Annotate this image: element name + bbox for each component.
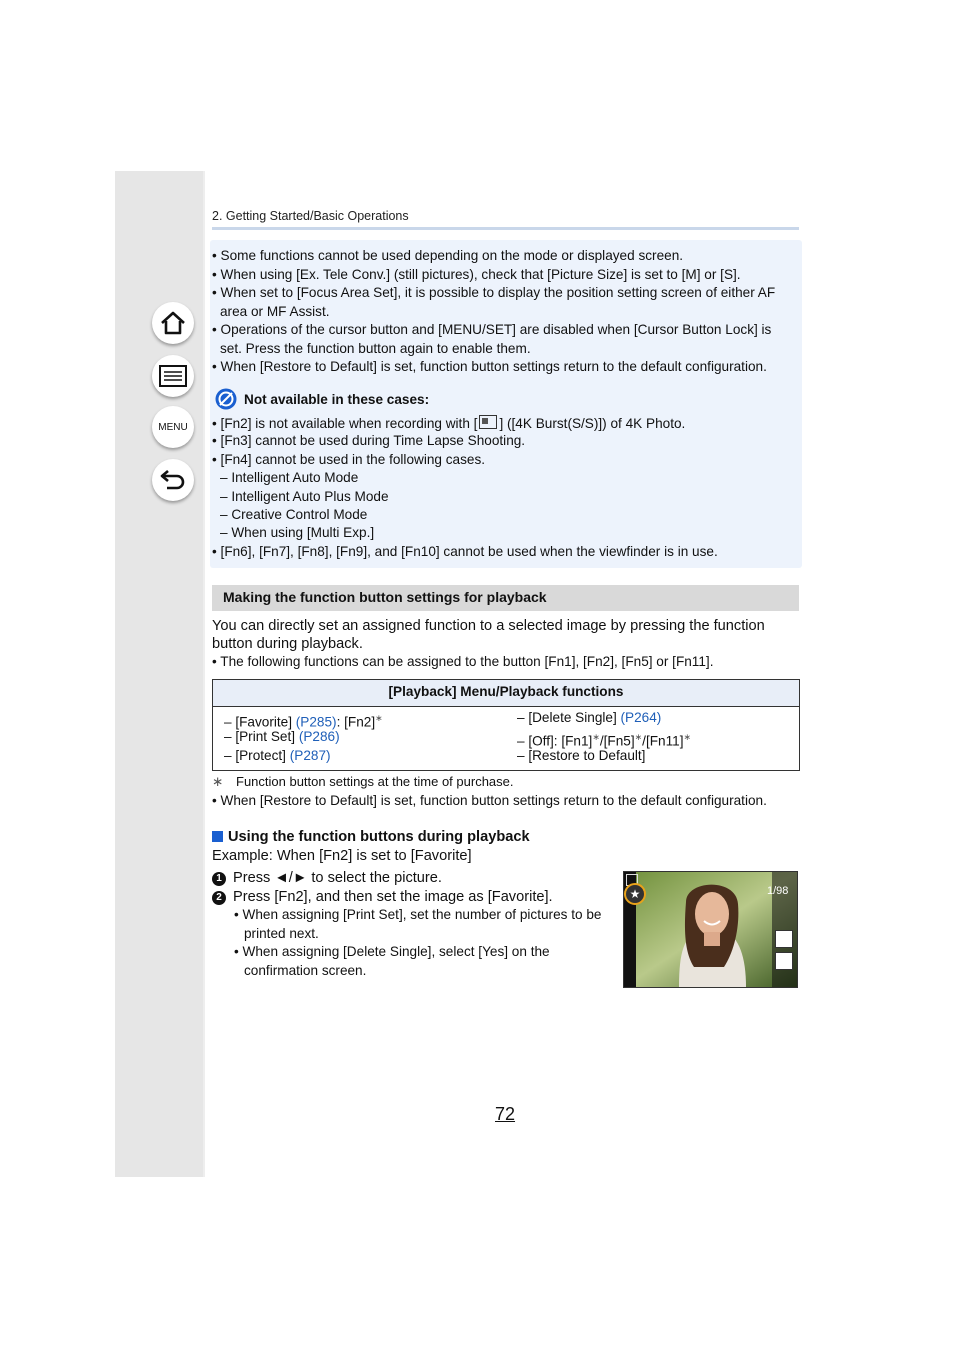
mode-item: – Intelligent Auto Mode [220, 470, 359, 485]
note-line: • [Fn6], [Fn7], [Fn8], [Fn9], and [Fn10] cannot be used when the viewfinder is in use. [212, 544, 718, 559]
table-cell: – [Restore to Default] [517, 748, 646, 763]
contents-button[interactable] [152, 355, 194, 397]
table-cell [517, 710, 661, 726]
section-marker-icon [212, 831, 223, 842]
favorite-star-icon: ★ [624, 883, 646, 905]
step-text: Press ◄/► to select the picture. [233, 870, 442, 886]
note-line: set. Press the function button again to enable them. [220, 341, 531, 356]
note-line: • When [Restore to Default] is set, function button settings return to the default configuration. [212, 793, 767, 808]
table-cell [517, 729, 691, 750]
favorite-label: – [Favorite] [224, 714, 296, 730]
mode-item: – Creative Control Mode [220, 507, 368, 522]
page-number: 72 [495, 1104, 516, 1124]
sub-note: • When assigning [Print Set], set the number of pictures to be [234, 907, 602, 922]
note-line: • The following functions can be assigned to the button [Fn1], [Fn2], [Fn5] or [Fn11]. [212, 654, 714, 669]
sub-note: confirmation screen. [244, 963, 367, 978]
intro-text: You can directly set an assigned function to a selected image by pressing the function [212, 618, 765, 634]
sidebar-divider [203, 171, 205, 1177]
example-text: Example: When [Fn2] is set to [Favorite] [212, 848, 472, 864]
sub-note: • When assigning [Delete Single], select [Yes] on the [234, 944, 550, 959]
step-text: Press [Fn2], and then set the image as [Favorite]. [233, 889, 553, 905]
menu-button[interactable] [152, 406, 194, 448]
footnote-mark: ∗ [683, 732, 692, 742]
page-link[interactable]: (P285) [295, 714, 337, 730]
footnote-mark: ∗ [375, 713, 383, 723]
print-label: – [Print Set] [224, 729, 299, 744]
footnote-text: Function button settings at the time of purchase. [236, 774, 514, 789]
table-cell [224, 710, 383, 731]
delete-label: – [Delete Single] [517, 710, 621, 725]
breadcrumb-rule [212, 227, 799, 230]
not-available-title: Not available in these cases: [244, 392, 430, 407]
sub-note: printed next. [244, 926, 319, 941]
subsection-title: Using the function buttons during playback [228, 829, 530, 845]
table-header: [Playback] Menu/Playback functions [213, 680, 799, 707]
note-line: • Some functions cannot be used depending on the mode or displayed screen. [212, 248, 684, 263]
protect-label: – [Protect] [224, 748, 290, 763]
back-arrow-icon [159, 468, 187, 492]
step-number: 2 [212, 891, 226, 905]
home-icon [160, 310, 186, 336]
playback-screen-image [623, 871, 798, 988]
breadcrumb: 2. Getting Started/Basic Operations [212, 209, 409, 223]
mode-item: – When using [Multi Exp.] [220, 525, 375, 540]
note-line: • When [Restore to Default] is set, function button settings return to the default configuration. [212, 359, 767, 374]
note-line: • [Fn4] cannot be used in the following cases. [212, 452, 486, 467]
note-line: area or MF Assist. [220, 304, 330, 319]
home-button[interactable] [152, 302, 194, 344]
4k-burst-icon [479, 415, 497, 429]
intro-text: button during playback. [212, 636, 363, 652]
not-available-icon [215, 388, 237, 410]
note-line: • Operations of the cursor button and [MENU/SET] are disabled when [Cursor Button Lock] is [212, 322, 772, 337]
footnote-mark: ∗ [592, 732, 600, 742]
section-title: Making the function button settings for playback [223, 589, 547, 605]
page-link[interactable]: (P287) [289, 748, 331, 763]
page-link[interactable]: (P264) [620, 710, 662, 725]
step-number: 1 [212, 872, 226, 886]
favorite-tail: : [Fn2] [336, 714, 376, 730]
back-button[interactable] [152, 459, 194, 501]
page-link[interactable]: (P286) [298, 729, 340, 744]
table-cell [224, 748, 331, 764]
trash-icon [775, 952, 793, 970]
note-line: • When using [Ex. Tele Conv.] (still pictures), check that [Picture Size] is set to [M] or [S]. [212, 267, 741, 282]
list-icon [159, 365, 187, 387]
menu-label: MENU [158, 421, 188, 433]
off-label: – [Off]: [Fn1] [517, 733, 593, 749]
fn2-text-tail: ] ([4K Burst(S/S)]) of 4K Photo. [499, 416, 686, 431]
note-line [212, 415, 685, 432]
off-label: /[Fn11] [642, 733, 684, 749]
footnote-mark: ∗ [212, 774, 224, 789]
footnote-mark: ∗ [634, 732, 643, 742]
zoom-icon [775, 930, 793, 948]
table-cell [224, 729, 340, 745]
fn2-text: • [Fn2] is not available when recording with [ [212, 416, 478, 431]
note-line: • When set to [Focus Area Set], it is possible to display the position setting screen of either AF [212, 285, 776, 300]
image-counter: 1/98 [767, 885, 789, 897]
off-label: /[Fn5] [599, 733, 635, 749]
note-line: • [Fn3] cannot be used during Time Lapse Shooting. [212, 433, 526, 448]
mode-item: – Intelligent Auto Plus Mode [220, 489, 389, 504]
